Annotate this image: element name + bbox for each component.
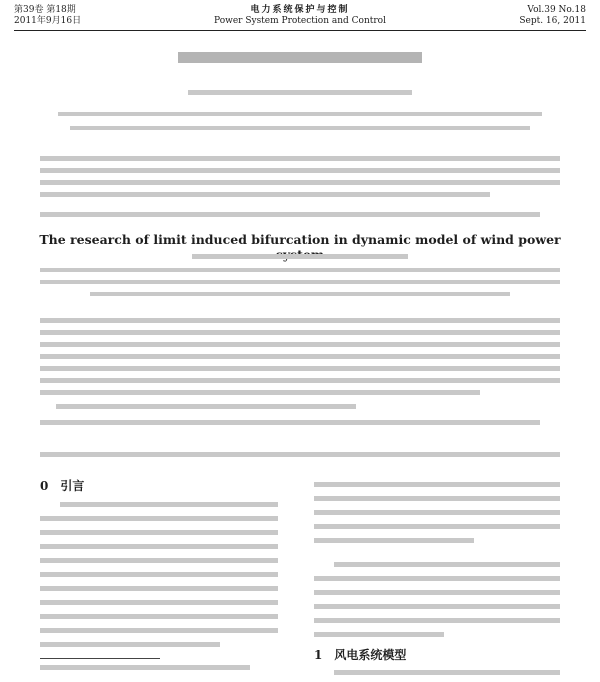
journal-volume-issue-english: Vol.39 No.18: [527, 5, 586, 15]
journal-volume-issue: 第39卷 第18期: [14, 5, 76, 15]
journal-date: 2011年9月16日: [14, 16, 82, 26]
english-title: The research of limit induced bifurcation in dynamic model of wind power: [39, 232, 561, 247]
journal-name-chinese: 电力系统保护与控制: [250, 5, 350, 15]
journal-name: [150, 5, 450, 27]
section-wind-system-model-heading: 1 风电系统模型: [314, 648, 407, 662]
journal-volume-info: [14, 5, 81, 27]
journal-volume-info-english: [519, 5, 586, 27]
journal-date-english: Sept. 16, 2011: [519, 16, 586, 26]
header-rule: [14, 30, 586, 31]
journal-name-english: Power System Protection and Control: [214, 16, 386, 26]
section-introduction-heading: 0 引言: [40, 479, 85, 493]
